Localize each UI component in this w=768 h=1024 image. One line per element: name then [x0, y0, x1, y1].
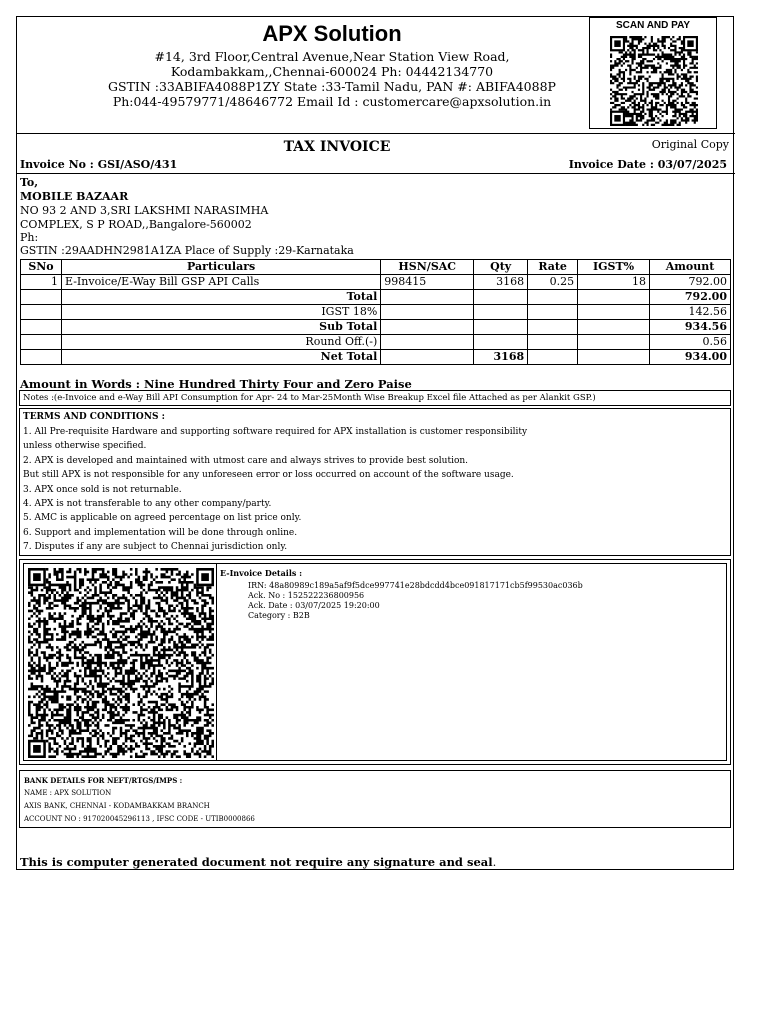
company-address-line: #14, 3rd Floor,Central Avenue,Near Station View Road, — [154, 49, 510, 64]
terms-line: But still APX is not responsible for any unforeseen error or loss occurred on account of the software usage. — [23, 470, 514, 481]
company-address-line: Kodambakkam,,Chennai-600024 Ph: 04442134770 — [170, 64, 494, 79]
items-table — [20, 259, 731, 365]
terms-line: 3. APX once sold is not returnable. — [23, 484, 182, 495]
scan-and-pay-label: SCAN AND PAY — [615, 20, 691, 31]
nettotal-value: 934.00 — [650, 350, 731, 365]
cell-qty: 3168 — [474, 275, 528, 290]
terms-line: 1. All Pre-requisite Hardware and supporting software required for APX installation is customer responsibility — [23, 427, 528, 437]
subtotal-label: Sub Total — [61, 320, 380, 335]
invoice-header — [17, 17, 735, 134]
terms-title: TERMS AND CONDITIONS : — [23, 412, 165, 422]
terms-line: unless otherwise specified. — [23, 441, 147, 452]
cell-particulars: E-Invoice/E-Way Bill GSP API Calls — [61, 275, 380, 290]
roundoff-row — [21, 335, 731, 350]
e-invoice-category: Category : B2B — [248, 611, 310, 620]
company-contact-line: Ph:044-49579771/48646772 Email Id : customercare@apxsolution.in — [112, 94, 552, 109]
roundoff-label: Round Off.(-) — [61, 335, 380, 350]
amount-in-words: Amount in Words : Nine Hundred Thirty Four and Zero Paise — [20, 377, 412, 391]
terms-line: 5. AMC is applicable on agreed percentage on list price only. — [23, 513, 302, 524]
e-invoice-ack-no: Ack. No : 152522236800956 — [248, 591, 365, 600]
bank-account-name: NAME : APX SOLUTION — [24, 789, 112, 797]
e-invoice-ack-date: Ack. Date : 03/07/2025 19:20:00 — [248, 601, 380, 610]
invoice-frame — [16, 16, 734, 870]
e-invoice-title: E-Invoice Details : — [220, 568, 303, 578]
footer-text: This is computer generated document not require any signature and seal — [20, 855, 493, 869]
col-header-particulars: Particulars — [61, 260, 380, 275]
col-header-amount: Amount — [650, 260, 731, 275]
terms-line: 2. APX is developed and maintained with utmost care and always strives to provide best solution. — [23, 455, 469, 466]
buyer-address-line: COMPLEX, S P ROAD,,Bangalore-560002 — [20, 218, 252, 231]
total-value: 792.00 — [650, 290, 731, 305]
e-invoice-section — [19, 559, 731, 765]
terms-line: 7. Disputes if any are subject to Chennai jurisdiction only. — [23, 542, 288, 553]
footer-note — [20, 855, 496, 869]
invoice-number: Invoice No : GSI/ASO/431 — [20, 158, 178, 171]
igst-value: 142.56 — [650, 305, 731, 320]
igst-label: IGST 18% — [61, 305, 380, 320]
divider — [17, 173, 735, 174]
roundoff-value: 0.56 — [650, 335, 731, 350]
subtotal-row — [21, 320, 731, 335]
buyer-name: MOBILE BAZAAR — [20, 190, 129, 203]
notes: Notes :(e-Invoice and e-Way Bill API Consumption for Apr- 24 to Mar-25Month Wise Breakup Excel file Attached as per Alankit GSP.) — [19, 390, 731, 406]
tax-invoice-title: TAX INVOICE — [283, 139, 391, 155]
company-gstin-line: GSTIN :33ABIFA4088P1ZY State :33-Tamil Nadu, PAN #: ABIFA4088P — [108, 79, 556, 94]
buyer-address-line: NO 93 2 AND 3,SRI LAKSHMI NARASIMHA — [20, 204, 269, 217]
terms-line: 6. Support and implementation will be done through online. — [23, 527, 298, 538]
subtotal-value: 934.56 — [650, 320, 731, 335]
cell-amount: 792.00 — [650, 275, 731, 290]
payment-qr-code — [610, 36, 698, 126]
cell-hsn: 998415 — [381, 275, 474, 290]
invoice-date: Invoice Date : 03/07/2025 — [568, 158, 727, 171]
col-header-igst: IGST% — [578, 260, 650, 275]
table-row — [21, 275, 731, 290]
total-label: Total — [61, 290, 380, 305]
e-invoice-qr-code — [28, 568, 214, 758]
bank-details — [19, 770, 731, 828]
col-header-rate: Rate — [528, 260, 578, 275]
e-invoice-irn: IRN: 48a80989c189a5af9f5dce997741e28bdcdd4bce091817171cb5f99530ac036b — [248, 581, 583, 590]
copy-type: Original Copy — [651, 138, 729, 151]
col-header-hsn: HSN/SAC — [381, 260, 474, 275]
bank-branch: AXIS BANK, CHENNAI - KODAMBAKKAM BRANCH — [24, 802, 210, 810]
buyer-phone: Ph: — [20, 231, 39, 244]
divider — [216, 564, 217, 760]
to-label: To, — [20, 176, 39, 189]
buyer-gstin: GSTIN :29AADHN2981A1ZA Place of Supply :29-Karnataka — [20, 244, 354, 257]
nettotal-label: Net Total — [61, 350, 380, 365]
scan-and-pay-box — [589, 17, 717, 129]
company-name: APX Solution — [262, 21, 402, 46]
col-header-sno: SNo — [21, 260, 62, 275]
igst-row — [21, 305, 731, 320]
cell-igst: 18 — [578, 275, 650, 290]
cell-rate: 0.25 — [528, 275, 578, 290]
bank-title: BANK DETAILS FOR NEFT/RTGS/IMPS : — [24, 776, 183, 785]
net-qty: 3168 — [474, 350, 528, 365]
bank-account-number: ACCOUNT NO : 917020045296113 , IFSC CODE - UTIB0000866 — [24, 815, 255, 823]
cell-sno: 1 — [21, 275, 62, 290]
footer-period: . — [492, 855, 497, 869]
terms-line: 4. APX is not transferable to any other company/party. — [23, 499, 272, 510]
table-header-row — [21, 260, 731, 275]
total-row — [21, 290, 731, 305]
e-invoice-inner-box — [23, 563, 727, 761]
col-header-qty: Qty — [474, 260, 528, 275]
nettotal-row — [21, 350, 731, 365]
terms-and-conditions — [19, 408, 731, 556]
